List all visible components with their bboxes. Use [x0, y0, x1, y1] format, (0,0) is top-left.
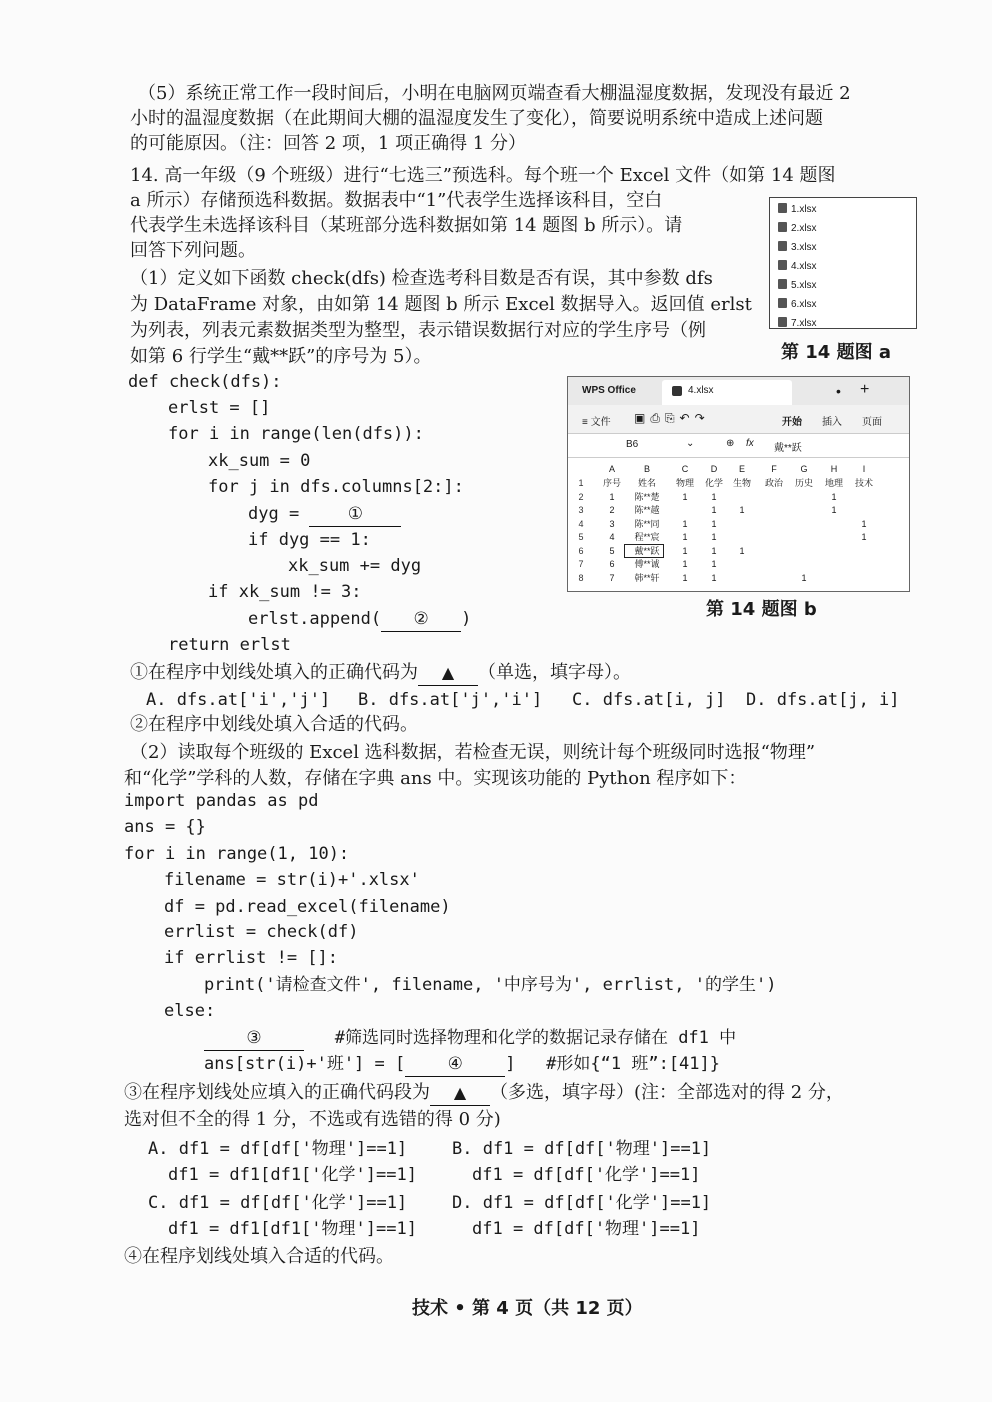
- table-cell: 1: [682, 545, 688, 556]
- table-cell: 陈**楚: [634, 491, 660, 502]
- column-header: F: [771, 464, 777, 474]
- table-cell: 姓名: [637, 478, 656, 488]
- option-a-line2: df1 = df1[df1['化学']==1]: [168, 1165, 417, 1185]
- table-cell: 历史: [794, 478, 813, 488]
- table-cell: 2: [609, 505, 615, 515]
- option-c: C. dfs.at[i, j]: [572, 690, 726, 710]
- sub3-question-note: 选对但不全的得 1 分，不选或有选错的得 0 分): [124, 1109, 501, 1130]
- table-cell: [760, 572, 788, 584]
- table-cell: 1: [831, 505, 837, 515]
- table-cell: [728, 531, 756, 543]
- excel-file-icon: [778, 203, 787, 213]
- chevron-down-icon: ⌄: [686, 438, 695, 449]
- q14-line3: 代表学生未选择该科目（某班部分选科数据如第 14 题图 b 所示）。请: [130, 215, 683, 236]
- row-header: 4: [578, 518, 584, 529]
- sheet-file-icon: [672, 386, 682, 396]
- code-line: def check(dfs):: [128, 372, 282, 392]
- table-cell: 1: [682, 572, 688, 583]
- excel-file-icon: [778, 241, 787, 251]
- code-text: ] #形如{“1 班”:[41]}: [505, 1054, 720, 1074]
- table-cell: 生物: [732, 478, 751, 488]
- file-item: [778, 317, 817, 329]
- table-cell: [760, 518, 788, 530]
- figure-a-file-list: [769, 197, 917, 329]
- zoom-icon: ⊕: [726, 438, 735, 449]
- option-a: A. dfs.at['i','j']: [146, 690, 331, 710]
- table-cell: 1: [682, 532, 688, 542]
- cell-reference: B6: [626, 439, 639, 450]
- code-line: xk_sum = 0: [208, 451, 311, 471]
- row-header: 7: [578, 559, 584, 569]
- row-header: 6: [578, 545, 584, 556]
- code-line-blank-2: [248, 607, 471, 632]
- excel-file-icon: [778, 317, 787, 327]
- file-item: [778, 222, 817, 236]
- code-line: if errlist != []:: [164, 948, 338, 968]
- table-cell: [850, 504, 878, 516]
- figure-b-caption: 第 14 题图 b: [706, 599, 817, 620]
- figure-b-spreadsheet: [567, 376, 910, 592]
- page-footer: 技术 • 第 4 页（共 12 页）: [412, 1298, 643, 1319]
- table-cell: [820, 518, 848, 530]
- column-header: G: [800, 464, 808, 474]
- menu-file: ≡ 文件: [582, 417, 611, 428]
- table-cell: [820, 545, 848, 557]
- fx-label: fx: [746, 438, 754, 449]
- row-header: 3: [578, 505, 584, 515]
- sub3-question: [124, 1081, 844, 1106]
- q-text: ①在程序中划线处填入的正确代码为: [130, 662, 418, 683]
- table-cell: [790, 558, 818, 570]
- excel-file-icon: [778, 298, 787, 308]
- table-cell: 1: [682, 559, 688, 569]
- option-a-line1: A. df1 = df[df['物理']==1]: [148, 1139, 408, 1159]
- option-b: B. dfs.at['j','i']: [358, 690, 543, 710]
- q5-line2: 小时的温湿度数据（在此期间大棚的温湿度发生了变化），简要说明系统中造成上述问题: [130, 108, 823, 129]
- wps-app-name: WPS Office: [582, 385, 636, 396]
- row-header: 2: [578, 491, 584, 502]
- file-name: 1.xlsx: [791, 204, 817, 215]
- code-line-blank-3: [204, 1026, 736, 1051]
- table-cell: 1: [682, 518, 688, 529]
- answer-blank-2: ②: [381, 607, 461, 632]
- option-d-line2: df1 = df[df['物理']==1]: [472, 1219, 701, 1239]
- code-line: errlist = check(df): [164, 922, 359, 942]
- q-text: （多选，填字母）(注：全部选对的得 2 分，: [490, 1082, 844, 1103]
- table-cell: 1: [861, 532, 867, 542]
- table-cell: [760, 558, 788, 570]
- table-cell: 1: [711, 505, 717, 515]
- table-cell: 陈**越: [634, 505, 660, 515]
- file-tab-label: 4.xlsx: [688, 385, 714, 396]
- file-item: [778, 298, 817, 312]
- p2-line1: （2）读取每个班级的 Excel 选科数据，若检查无误，则统计每个班级同时选报“物理”: [130, 742, 816, 763]
- file-name: 6.xlsx: [791, 299, 817, 310]
- table-cell: 地理: [824, 478, 843, 488]
- table-cell: 6: [609, 559, 615, 569]
- file-item: [778, 241, 817, 255]
- table-cell: [728, 572, 756, 584]
- option-c-line1: C. df1 = df[df['化学']==1]: [148, 1193, 408, 1213]
- code-text: erlst.append(: [248, 609, 382, 629]
- toolbar: [568, 405, 909, 434]
- answer-blank-4: ④: [405, 1052, 505, 1077]
- code-line: filename = str(i)+'.xlsx': [164, 870, 420, 890]
- table-cell: [728, 491, 756, 503]
- table-cell: [790, 491, 818, 503]
- file-item: [778, 279, 817, 293]
- code-text: ): [461, 609, 472, 629]
- table-cell: 韩**轩: [634, 572, 660, 583]
- code-line: df = pd.read_excel(filename): [164, 897, 451, 917]
- table-cell: 5: [609, 545, 615, 556]
- code-line: if xk_sum != 3:: [208, 582, 362, 602]
- code-line: for i in range(len(dfs)):: [168, 424, 424, 444]
- code-line: print('请检查文件', filename, '中序号为', errlist, '的学生'): [204, 975, 777, 995]
- column-header: C: [681, 464, 689, 474]
- code-line: import pandas as pd: [124, 791, 319, 811]
- option-c-line2: df1 = df1[df1['物理']==1]: [168, 1219, 417, 1239]
- table-cell: [790, 545, 818, 557]
- file-name: 4.xlsx: [791, 261, 817, 272]
- sub3-question4: ④在程序划线处填入合适的代码。: [124, 1246, 394, 1267]
- table-cell: [850, 545, 878, 557]
- file-name: 7.xlsx: [791, 318, 817, 329]
- code-line: else:: [164, 1001, 216, 1021]
- table-cell: 序号: [602, 478, 621, 488]
- table-cell: 1: [711, 545, 717, 556]
- table-cell: [850, 558, 878, 570]
- answer-blank-1: ①: [309, 502, 401, 527]
- table-cell: 1: [711, 559, 717, 569]
- row-header: 1: [578, 478, 584, 488]
- code-line-blank-4: [204, 1052, 720, 1077]
- table-cell: 4: [609, 532, 615, 542]
- column-header: D: [710, 464, 718, 474]
- q5-line1: （5）系统正常工作一段时间后，小明在电脑网页端查看大棚温湿度数据，发现没有最近 2: [138, 83, 851, 104]
- table-cell: 技术: [854, 478, 873, 488]
- column-header: B: [643, 464, 650, 474]
- table-cell: 1: [711, 491, 717, 502]
- file-name: 3.xlsx: [791, 242, 817, 253]
- table-cell: 1: [801, 572, 807, 583]
- q-text: ③在程序划线处应填入的正确代码段为: [124, 1082, 430, 1103]
- table-cell: 7: [609, 572, 615, 583]
- table-cell: [728, 518, 756, 530]
- table-cell: 3: [609, 518, 615, 529]
- table-cell: [850, 491, 878, 503]
- table-cell: [728, 558, 756, 570]
- q14-line2: a 所示）存储预选科数据。数据表中“1”代表学生选择该科目，空白: [130, 190, 663, 211]
- code-line: for i in range(1, 10):: [124, 844, 350, 864]
- sub1-question: [130, 661, 631, 686]
- wps-title-bar: [568, 377, 909, 405]
- table-cell: [760, 491, 788, 503]
- table-cell: 物理: [675, 478, 694, 488]
- formula-bar: [568, 433, 909, 458]
- table-cell: [850, 572, 878, 584]
- table-cell: 戴**跃: [634, 545, 660, 556]
- q14-line1: 14. 高一年级（9 个班级）进行“七选三”预选科。每个班一个 Excel 文件（如第 14 题图: [130, 165, 836, 186]
- table-cell: 化学: [704, 478, 723, 488]
- q14-p1-line4: 如第 6 行学生“戴**跃”的序号为 5）。: [130, 346, 432, 367]
- table-cell: [760, 531, 788, 543]
- table-cell: [790, 531, 818, 543]
- code-comment: #筛选同时选择物理和化学的数据记录存储在 df1 中: [334, 1028, 737, 1048]
- file-item: [778, 203, 817, 217]
- table-cell: [672, 504, 698, 516]
- option-b-line2: df1 = df[df['化学']==1]: [472, 1165, 701, 1185]
- table-cell: [760, 504, 788, 516]
- file-name: 5.xlsx: [791, 280, 817, 291]
- table-cell: [760, 545, 788, 557]
- column-header: H: [830, 464, 838, 474]
- menu-insert: 插入: [822, 417, 842, 428]
- option-d-line1: D. df1 = df[df['化学']==1]: [452, 1193, 712, 1213]
- code-line: erlst = []: [168, 398, 271, 418]
- code-line: return erlst: [168, 635, 291, 655]
- excel-file-icon: [778, 279, 787, 289]
- q14-line4: 回答下列问题。: [130, 240, 256, 261]
- code-text: ans[str(i)+'班'] = [: [204, 1054, 406, 1074]
- menu-start: 开始: [782, 417, 802, 428]
- q14-p1-line1: （1）定义如下函数 check(dfs) 检查选考科目数是否有误，其中参数 dfs: [130, 268, 713, 289]
- file-name: 2.xlsx: [791, 223, 817, 234]
- code-line: for j in dfs.columns[2:]:: [208, 477, 464, 497]
- table-cell: [820, 531, 848, 543]
- answer-blank-3: ③: [204, 1026, 304, 1051]
- code-text: dyg =: [248, 504, 310, 524]
- row-header: 8: [578, 572, 584, 583]
- table-cell: 1: [711, 532, 717, 542]
- excel-file-icon: [778, 222, 787, 232]
- code-line: xk_sum += dyg: [288, 556, 422, 576]
- code-line: ans = {}: [124, 817, 206, 837]
- table-cell: 1: [739, 545, 745, 556]
- table-cell: 1: [682, 491, 688, 502]
- p2-line2: 和“化学”学科的人数，存储在字典 ans 中。实现该功能的 Python 程序如下：: [124, 768, 747, 789]
- dot-icon: •: [836, 383, 841, 399]
- table-cell: [790, 504, 818, 516]
- answer-blank-triangle: ▲: [430, 1081, 490, 1106]
- row-header: 5: [578, 532, 584, 542]
- table-cell: 1: [831, 491, 837, 502]
- column-header: I: [862, 464, 866, 474]
- option-b-line1: B. df1 = df[df['物理']==1]: [452, 1139, 712, 1159]
- menu-page: 页面: [862, 417, 882, 428]
- table-cell: [820, 572, 848, 584]
- excel-file-icon: [778, 260, 787, 270]
- table-cell: [820, 558, 848, 570]
- figure-a-caption: 第 14 题图 a: [781, 342, 891, 363]
- answer-blank-triangle: ▲: [418, 661, 478, 686]
- table-cell: 1: [739, 505, 745, 515]
- new-tab-icon: +: [860, 381, 870, 398]
- option-d: D. dfs.at[j, i]: [746, 690, 900, 710]
- table-cell: 1: [609, 491, 615, 502]
- cell-value: 戴**跃: [774, 443, 802, 454]
- table-cell: 陈**同: [634, 518, 660, 529]
- q14-p1-line3: 为列表，列表元素数据类型为整型，表示错误数据行对应的学生序号（例: [130, 320, 706, 341]
- table-cell: [790, 518, 818, 530]
- q14-p1-line2: 为 DataFrame 对象，由如第 14 题图 b 所示 Excel 数据导入。返回值 erlst: [130, 294, 752, 315]
- quick-tools-icons: ▣⎙⎘↶↷: [634, 411, 710, 425]
- code-line-blank-1: [248, 502, 401, 527]
- table-cell: 政治: [764, 478, 783, 488]
- table-cell: 1: [861, 518, 867, 529]
- column-header: E: [738, 464, 745, 474]
- q5-line3: 的可能原因。（注：回答 2 项，1 项正确得 1 分）: [130, 133, 526, 154]
- selected-cell-b6: [624, 544, 664, 558]
- q-text: （单选，填字母）。: [478, 662, 631, 683]
- file-item: [778, 260, 817, 274]
- column-header: A: [608, 464, 615, 474]
- table-cell: 1: [711, 518, 717, 529]
- sub1-question2: ②在程序中划线处填入合适的代码。: [130, 714, 418, 735]
- code-line: if dyg == 1:: [248, 530, 371, 550]
- table-cell: 傅**诚: [634, 559, 660, 569]
- table-cell: 1: [711, 572, 717, 583]
- table-cell: 程**宸: [634, 532, 660, 542]
